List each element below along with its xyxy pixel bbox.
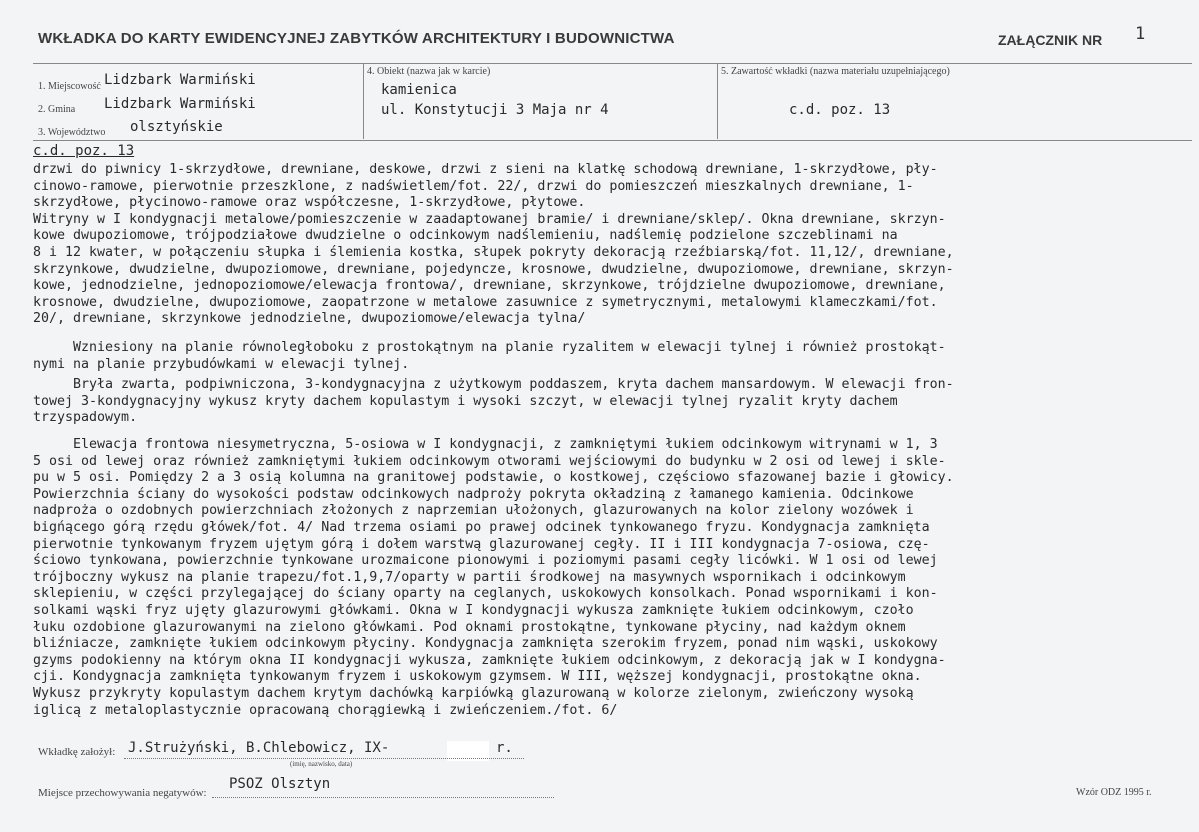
author-label: Wkładkę założył: (38, 746, 116, 758)
text-line: Wykusz przykryty kopulastym dachem krytym dachówką karpiówką glazurowaną w kolorze zielonym, zwieńczony wysoką (33, 685, 914, 701)
paragraph-massing (33, 377, 1197, 427)
text-line: ściowo tynkowana, powierzchnie tynkowane urozmaicone pionowymi i poziomymi pasami cegły licówki. W 1 osi od lewej (33, 553, 938, 569)
text-line: solkami wąski fryz ujęty glazurowymi główkami. Okna w I kondygnacji wykusza zamknięte łukiem odcinkowym, czoło (33, 602, 914, 618)
obiekt-address: ul. Konstytucji 3 Maja nr 4 (381, 102, 609, 118)
text-line: gzyms podokienny na którym okna II kondygnacji wykusza, zamknięte łukiem odcinkowym, z dekoracją jak w I kondygna- (33, 652, 946, 668)
text-line: pierwotnie tynkowanym fryzem ujętym górą i dołem warstwą glazurowanej cegły. II i III kondygnacja 7-osiowa, czę- (33, 536, 930, 552)
zawartosc-label: 5. Zawartość wkładki (nazwa materiału uzupełniającego) (721, 66, 950, 77)
wojewodztwo-value: olsztyńskie (130, 119, 223, 135)
obiekt-name: kamienica (381, 82, 457, 98)
author-line (124, 758, 524, 759)
wojewodztwo-label: 3. Województwo (38, 127, 106, 138)
text-line: pu w 5 osi. Pomiędzy 2 a 3 osią kolumna na granitowej podstawie, o kostkowej, częściowo sfazowanej bazie i głowicy. (33, 470, 954, 486)
text-line: nymi na planie przybudówkami w elewacji tylnej. (33, 356, 410, 372)
author-suffix: r. (496, 740, 513, 756)
text-line: łuku ozdobione glazurowanymi na zielono główkami. Pod oknami prostokątne, tynkowane płyciny, nad każdym oknem (33, 619, 906, 635)
text-line: skrzydłowe, płycinowo-ramowe oraz współczesne, 1-skrzydłowe, płytowe. (33, 195, 586, 211)
text-line: bliźniacze, zamknięte łukiem odcinkowym płyciny. Kondygnacja zamknięta szerokim fryzem, ponad nim wąski, uskokowy (33, 636, 938, 652)
text-line: Witryny w I kondygnacji metalowe/pomieszczenie w zaadaptowanej bramie/ i drewniane/sklep/. Okna drewniane, skrzyn- (33, 211, 946, 227)
author-caption: (imię, nazwisko, data) (290, 760, 353, 768)
storage-label: Miejsce przechowywania negatywów: (38, 787, 207, 799)
paragraph-doors-windows (33, 162, 1197, 328)
text-line: kowe, jednodzielne, jednopoziomowe/elewacja frontowa/, drewniane, skrzynkowe, trójdzielne dwupoziomowe, drewniane, (33, 278, 946, 294)
field-divider (717, 63, 718, 139)
text-line: drzwi do piwnicy 1-skrzydłowe, drewniane, deskowe, drzwi z sieni na klatkę schodową drewniane, 1-skrzydłowe, pły- (33, 162, 938, 177)
text-line: Bryła zwarta, podpiwniczona, 3-kondygnacyjna z użytkowym poddaszem, kryta dachem mansardowym. W elewacji fron- (33, 377, 954, 392)
text-line: bigńącego górą rzędu główek/fot. 4/ Nad trzema osiami po prawej odcinek tynkowanego fryzu. Kondygnacja zamknięta (33, 519, 930, 535)
zawartosc-value: c.d. poz. 13 (789, 102, 891, 118)
text-line: Powierzchnia ściany do wysokości podstaw odcinkowych nadproży pokryta okładziną z łamanego kamienia. Odcinkowe (33, 486, 914, 502)
text-line: cinowo-ramowe, pierwotnie przeszklone, z nadświetlem/fot. 22/, drzwi do pomieszczeń mieszkalnych drewniane, 1- (33, 178, 914, 194)
text-line: sklepieniu, w części przylegającej do ściany oparty na ceglanych, uskokowych konsolkach. Ponad wspornikami i kon- (33, 586, 938, 602)
annex-label: ZAŁĄCZNIK NR (998, 32, 1103, 48)
miejscowosc-value: Lidzbark Warmiński (104, 72, 256, 88)
section-heading: c.d. poz. 13 (33, 143, 135, 159)
text-line: towej 3-kondygnacyjny wykusz kryty dachem kopulastym i wysoki szczyt, w elewacji tylnej ryzalit kryty dachem (33, 393, 898, 409)
text-line: krosnowe, dwudzielne, dwupoziomowe, zaopatrzone w metalowe zasuwnice z symetrycznymi, metalowymi klameczkami/fot. (33, 294, 938, 310)
paragraph-facade (33, 437, 1197, 719)
text-line: 5 osi od lewej oraz również zamkniętymi łukiem odcinkowym otworami wejściowymi do budynku w 2 osi od lewej i skle- (33, 453, 946, 469)
text-line: 20/, drewniane, skrzynkowe jednodzielne, dwupoziomowe/elewacja tylna/ (33, 311, 586, 327)
text-line: Wzniesiony na planie równoległoboku z prostokątnym na planie ryzalitem w elewacji tylnej i również prostokąt- (33, 340, 946, 355)
template-label: Wzór ODZ 1995 r. (1076, 787, 1152, 798)
obiekt-label: 4. Obiekt (nazwa jak w karcie) (367, 66, 491, 77)
author-value: J.Strużyński, B.Chlebowicz, IX- (128, 740, 390, 756)
annex-number: 1 (1135, 24, 1146, 44)
text-line: trzyspadowym. (33, 410, 138, 426)
text-line: iglicą z metaloplastycznie opracowaną chorągiewką i zwieńczeniem./fot. 6/ (33, 702, 618, 718)
gmina-value: Lidzbark Warmiński (104, 96, 256, 112)
storage-value: PSOZ Olsztyn (229, 776, 331, 792)
text-line: cji. Kondygnacja zamknięta tynkowanym fryzem i uskokowym gzymsem. W III, węższej kondygnacji, prostokątne okna. (33, 669, 922, 685)
text-line: nadproża o ozdobnych powierzchniach złożonych z naprzemian ułożonych, glazurowanych na kolor zielony wozówek i (33, 503, 914, 519)
text-line: trójboczny wykusz na planie trapezu/fot.1,9,7/oparty w partii środkowej na masywnych wspornikach i odcinkowym (33, 569, 906, 585)
text-line: Elewacja frontowa niesymetryczna, 5-osiowa w I kondygnacji, z zamkniętymi łukiem odcinkowym witrynami w 1, 3 (33, 437, 938, 452)
text-line: kowe dwupoziomowe, trójpodziałowe dwudzielne o odcinkowym nadślemieniu, nadślemię podzielone szczeblinami na (33, 228, 898, 244)
gmina-label: 2. Gmina (38, 104, 76, 115)
miejscowosc-label: 1. Miejscowość (38, 81, 101, 92)
storage-line (212, 797, 554, 798)
field-divider (363, 63, 364, 139)
paragraph-plan (33, 340, 1197, 373)
form-title: WKŁADKA DO KARTY EWIDENCYJNEJ ZABYTKÓW ARCHITEKTURY I BUDOWNICTWA (38, 30, 675, 47)
text-line: 8 i 12 kwater, w połączeniu słupka i ślemienia kostka, słupek pokryty dekoracją rzeźbiarską/fot. 11,12/, drewniane, (33, 244, 954, 260)
text-line: skrzynkowe, dwudzielne, dwupoziomowe, drewniane, pojedyncze, krosnowe, dwudzielne, dwupoziomowe, drewniane, skrzyn- (33, 261, 954, 277)
